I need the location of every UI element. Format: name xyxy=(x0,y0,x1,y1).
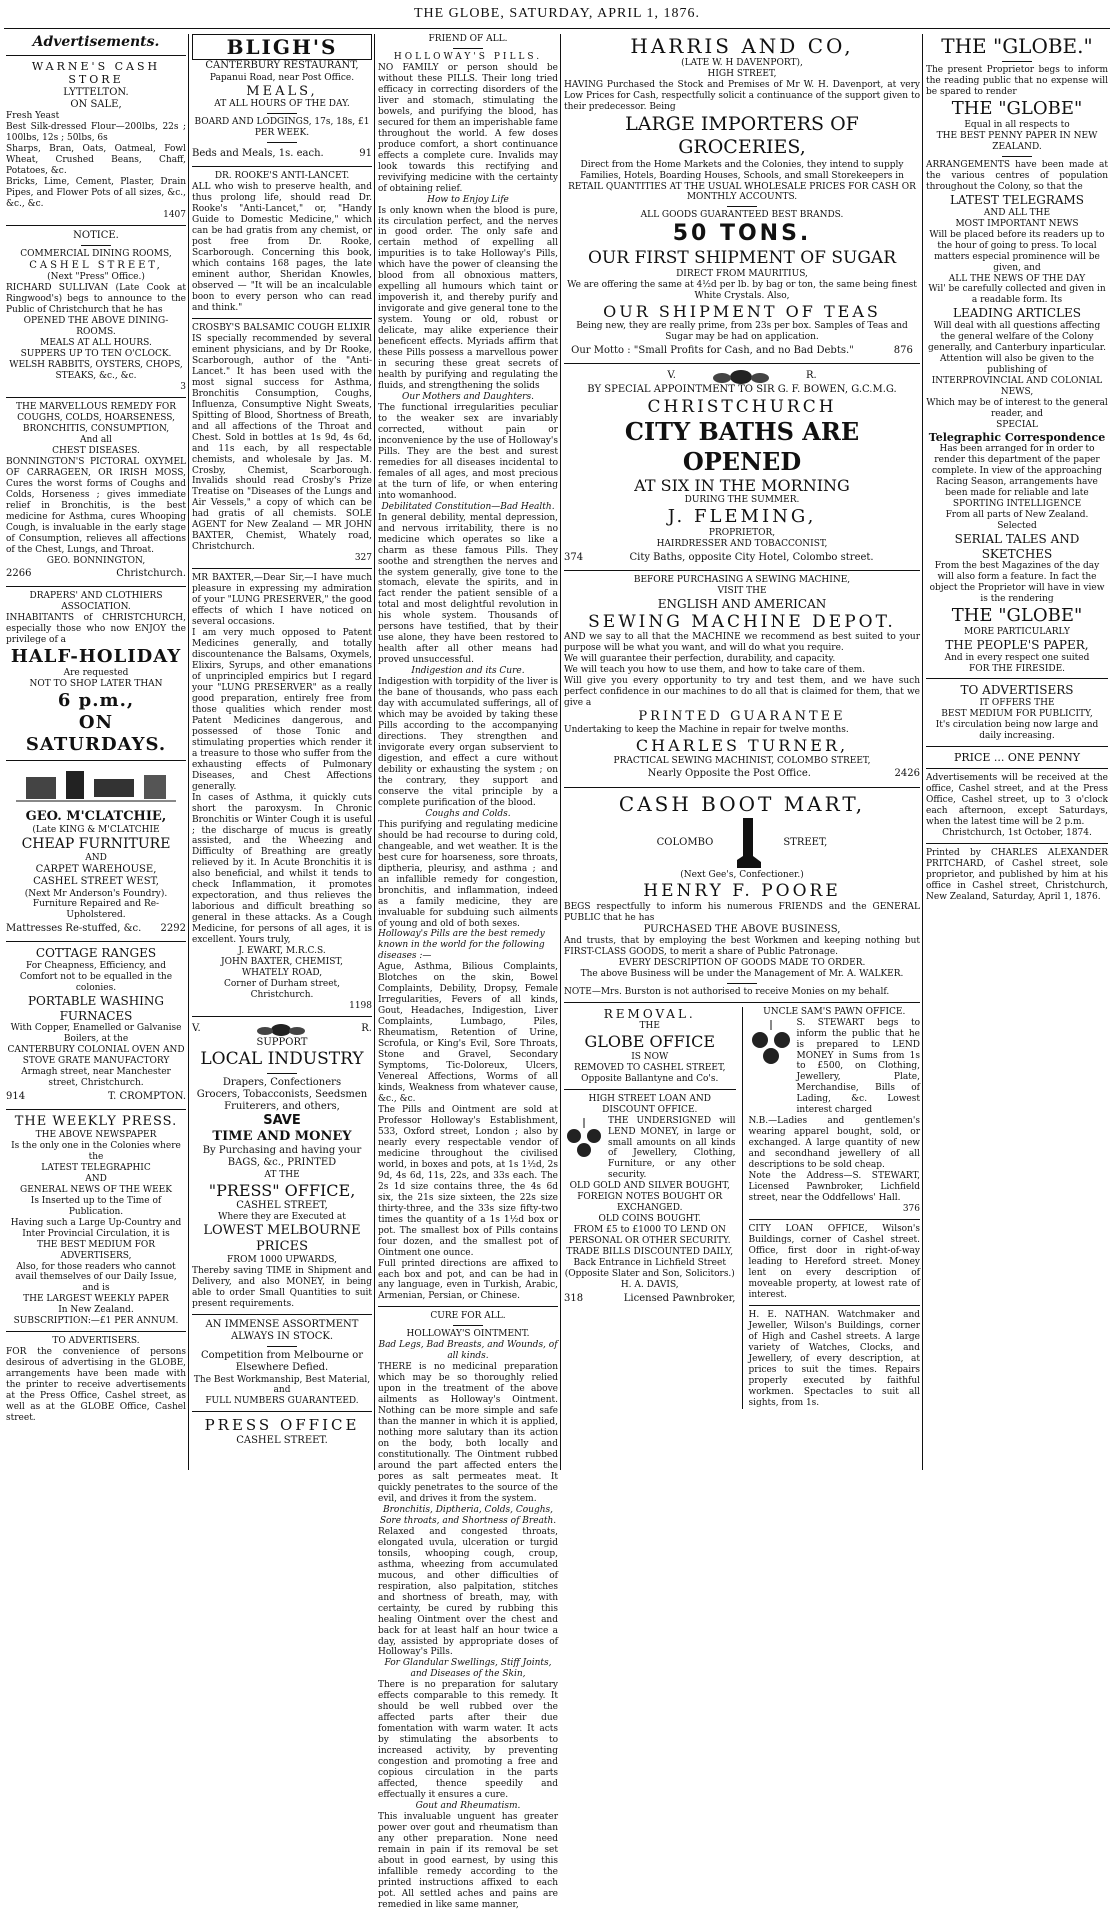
gout: Gout and Rheumatism. xyxy=(415,1801,521,1812)
save: SAVE xyxy=(263,1113,301,1129)
next-gee: (Next Gee's, Confectioner.) xyxy=(680,869,804,880)
before-purchasing: BEFORE PURCHASING A SEWING MACHINE, xyxy=(633,575,851,586)
proprietor-begs: The present Proprietor begs to inform the reading public that no expense will be spared to render xyxy=(926,65,1108,98)
stewart-note: Note the Address—S. STEWART, Licensed Pawnbroker, Lichfield street, near the Oddfellows' Hall. xyxy=(748,1171,920,1204)
to-adv-body: FOR the convenience of persons desirous of advertising in the GLOBE, arrangements have been made with the printer to receive advertisements at the Press Office, Cashel street, as well as at the GLOBE Office, Cashel street. xyxy=(6,1347,186,1424)
baxter-corner: Corner of Durham street, Christchurch. xyxy=(223,979,341,1001)
every-desc: EVERY DESCRIPTION OF GOODS MADE TO ORDER. xyxy=(618,957,866,968)
cdr-meals: MEALS AT ALL HOURS. xyxy=(40,338,152,349)
armagh: Armagh street, near Manchester street, Christchurch. xyxy=(21,1067,171,1089)
note-burston: NOTE—Mrs. Burston is not authorised to receive Monies on my behalf. xyxy=(564,986,890,997)
old-gold: OLD GOLD AND SILVER BOUGHT, FOREIGN NOTES BOUGHT OR EXCHANGED. xyxy=(569,1181,730,1214)
practical: PRACTICAL SEWING MACHINIST, COLOMBO STREET, xyxy=(613,755,871,766)
remedy-sign: GEO. BONNINGTON, xyxy=(46,555,146,566)
cash-boot: CASH BOOT MART, xyxy=(618,791,866,816)
column-3 xyxy=(378,34,558,1910)
warne-num: 1407 xyxy=(163,209,186,220)
six-pm: 6 p.m., xyxy=(57,690,135,712)
furniture-repaired: Furniture Repaired and Re-Upholstered. xyxy=(32,899,160,921)
grocers: Grocers, Tobacconists, Seedsmen xyxy=(196,1089,368,1101)
high-street: HIGH STREET, xyxy=(707,69,777,80)
pawn-balls-icon xyxy=(749,1018,793,1068)
from-all-parts: From all parts of New Zealand. Selected xyxy=(945,509,1089,531)
telegraphic-corr: Telegraphic Correspondence xyxy=(928,430,1106,444)
oint-body-1: THERE is no medicinal preparation which may be so thoroughly relied upon in the treatment of the above ailments as Holloway's Ointment. Nothing can be more simple and safe than the manner in which it is applied, nothing more salutary than its action on the body, both locally and constitutionally. The Ointment rubbed around the part affected enters the pores as salt permeates meat. It quickly penetrates to the source of the evil, and drives it from the system. xyxy=(378,1362,558,1504)
pills-body-6: This purifying and regulating medicine should be had recourse to during cold, changeable, and wet weather. It is the best cure for hoarseness, sore throats, diptheria, pleurisy, and asthma ; and an infallible remedy for congestion, bronchitis, and inflammation, indeed as a family medicine, they are invaluable for subduing such ailments of young and old of both sexes. xyxy=(378,819,558,929)
on-sale: ON SALE, xyxy=(70,99,122,111)
cdr-num: 3 xyxy=(180,381,186,392)
crompton: T. CROMPTON. xyxy=(107,1090,186,1102)
mattresses: Mattresses Re-stuffed, &c. xyxy=(6,923,142,935)
henry-poore: HENRY F. POORE xyxy=(643,880,841,901)
special: SPECIAL xyxy=(996,419,1038,430)
best-medium: THE BEST MEDIUM FOR ADVERTISERS, xyxy=(36,1239,156,1261)
harris: HARRIS AND CO, xyxy=(630,34,854,58)
best-penny: THE BEST PENNY PAPER IN NEW ZEALAND. xyxy=(936,131,1098,153)
indigestion: Indigestion and its Cure. xyxy=(411,666,525,677)
interprovincial: INTERPROVINCIAL AND COLONIAL NEWS, xyxy=(931,375,1103,397)
baxter-body: MR BAXTER,—Dear Sir,—I have much pleasure in expressing my admiration of your "LUNG PRESERVER," the good effects of which I have noticed on several occasions. I am very much opposed to Patent Medicines generally, and totally discountenance the Balsams, Oxymels, Elixirs, Syrups, and other emanations of unprincipled empirics but I regard your "LUNG PRESERVER" as a really good preparation, entirely free from those qualities which render most Patent Medicines dangerous, and possessed of those Tonic and stimulating properties which render it a treasure to those who suffer from the exhausting effects of Pulmonary Diseases, and Chest Affections generally. In cases of Asthma, it quickly cuts short the paroxysm. In Chronic Bronchitis or Winter Cough it is useful ; the discharge of mucus is greatly assisted, and the Wheezing and Difficulty of Breathing are greatly relieved by it. In Acute Bronchitis it is also beneficial, and whilst it tends to check Inflammation, it promotes expectoration, and thus relieves the laborious and difficult breathing so general in these attacks. As a Cough Medicine, for persons of all ages, it is excellent. Yours truly, xyxy=(192,573,372,946)
printed-by: Printed by CHARLES ALEXANDER PRITCHARD, of Cashel street, sole proprietor, and published by him at his office in Cashel street, Christchurch, New Zealand, Saturday, April 1, 1876. xyxy=(926,848,1108,903)
the-label: THE xyxy=(639,1021,660,1032)
loan-body: THE UNDERSIGNED will LEND MONEY, in large or small amounts on all kinds of Jewellery, Clothing, Furniture, or any other security. xyxy=(608,1115,736,1181)
v-letter: V. xyxy=(192,1022,201,1034)
remedy-title: THE MARVELLOUS REMEDY FOR COUGHS, COLDS, HOARSENESS, BRONCHITIS, CONSUMPTION, xyxy=(15,401,176,434)
poore-body: BEGS respectfully to inform his numerous FRIENDS and the GENERAL PUBLIC that he has xyxy=(564,901,920,923)
column-divider xyxy=(188,34,189,1470)
hairdresser: HAIRDRESSER AND TOBACCONIST, xyxy=(656,539,828,550)
will-be-placed: Will be placed before its readers up to the hour of going to press. To local matters especial prominence will be given, and xyxy=(929,229,1105,273)
portable-body: With Copper, Enamelled or Galvanise Boilers, at the xyxy=(10,1023,182,1045)
competition: Competition from Melbourne or Elsewhere Defied. xyxy=(200,1350,364,1374)
adverts-received: Advertisements will be received at the office, Cashel street, and at the Press Office, Cashel street, up to 3 o'clock each afternoon, except Saturdays, when the latest time will be 2 p.m. xyxy=(926,773,1108,828)
mclatchie: GEO. M'CLATCHIE, xyxy=(25,809,167,825)
retail: RETAIL QUANTITIES AT THE USUAL WHOLESALE PRICES FOR CASH OR MONTHLY ACCOUNTS. xyxy=(568,181,916,203)
notice: NOTICE. xyxy=(73,229,119,241)
high-street-loan: HIGH STREET LOAN AND DISCOUNT OFFICE. xyxy=(588,1093,711,1115)
where-executed: Where they are Executed at xyxy=(218,1212,346,1223)
has-been-arranged: Has been arranged for in order to render this department of the paper complete. In view of the approaching Racing Season, arrangements have been made for reliable and late xyxy=(931,444,1103,498)
it-offers: IT OFFERS THE xyxy=(979,698,1055,709)
price: PRICE ... ONE PENNY xyxy=(953,750,1081,764)
for-fireside: FOR THE FIRESIDE. xyxy=(968,663,1066,674)
from-1000: FROM 1000 UPWARDS, xyxy=(227,1254,337,1265)
warne-sub: LYTTELTON. xyxy=(63,86,129,98)
drapers: Drapers, Confectioners xyxy=(222,1076,342,1088)
sewing-body-2: We will guarantee their perfection, durability, and capacity. xyxy=(564,654,836,665)
the-globe-2: THE "GLOBE" xyxy=(951,98,1083,120)
pills-body-5: Indigestion with torpidity of the liver is the bane of thousands, who pass each day with accumulated sufferings, all of which may be avoided by taking these Pills according to the accompanying directions. They strengthen and invigorate every organ subservient to digestion, and effect a cure without debility or exhausting the system ; on the contrary, they support and conserve the vital principle by a complete purification of the blood. xyxy=(378,677,558,808)
equal: Equal in all respects to xyxy=(964,120,1070,131)
cdr-next: (Next "Press" Office.) xyxy=(47,272,145,283)
all-goods: ALL GOODS GUARANTEED BEST BRANDS. xyxy=(640,210,844,221)
uncle-sam-block xyxy=(749,1007,921,1409)
christchurch: CHRISTCHURCH xyxy=(647,396,837,417)
immense: AN IMMENSE ASSORTMENT xyxy=(205,1318,359,1330)
warne-title: WARNE'S CASH STORE xyxy=(31,60,161,87)
the-globe-3: THE "GLOBE" xyxy=(951,605,1083,626)
christchurch-date: Christchurch, 1st October, 1874. xyxy=(942,828,1092,839)
at-six: AT SIX IN THE MORNING xyxy=(634,475,850,495)
trade-bills: TRADE BILLS DISCOUNTED DAILY, xyxy=(566,1247,734,1258)
serial-tales: SERIAL TALES AND SKETCHES xyxy=(954,531,1080,561)
arrangements: ARRANGEMENTS have been made at the various centres of population throughout the Colony, so that the xyxy=(926,160,1108,193)
globe-office: GLOBE OFFICE xyxy=(584,1032,716,1052)
pills-body-4: In general debility, mental depression, and nervous irritability, there is no medicine which operates so like a charm as these famous Pills. They soothe and strengthen the nerves and the system generally, give tone to the stomach, elevate the spirits, and in fact render the patient sensible of a total and most delightful revolution in his whole system. Thousands of persons have testified, that by their use alone, they have been restored to health after all other means had proved unsuccessful. xyxy=(378,512,558,666)
being-new: Being new, they are really prime, from 23s per box. Samples of Teas and Sugar may be had on application. xyxy=(576,321,908,343)
v-letter-2: V. xyxy=(667,370,676,382)
all-hours: AT ALL HOURS OF THE DAY. xyxy=(214,99,350,110)
cashel: CASHEL STREET, xyxy=(236,1200,328,1212)
remedy-and: And all xyxy=(79,434,113,445)
workmanship: The Best Workmanship, Best Material, and xyxy=(193,1374,371,1396)
nb-ladies: N.B.—Ladies and gentlemen's wearing apparel bought, sold, or exchanged. A large quantity of new and secondhand jewellery of all descriptions to be sold cheap. xyxy=(748,1116,920,1171)
column-2 xyxy=(192,34,372,1470)
in-nz: In New Zealand. xyxy=(58,1305,134,1316)
crosby-num: 327 xyxy=(354,553,372,564)
coughs: Coughs and Colds. xyxy=(425,808,511,819)
teas: OUR SHIPMENT OF TEAS xyxy=(603,301,881,321)
fleming-num: 374 xyxy=(564,552,584,564)
cottage-ranges: COTTAGE RANGES xyxy=(35,946,157,961)
removed: REMOVED TO CASHEL STREET, xyxy=(573,1062,726,1073)
not-shop: NOT TO SHOP LATER THAN xyxy=(29,679,163,690)
bronchitis: Bronchitis, Diptheria, Colds, Coughs, Sore throats, and Shortness of Breath. xyxy=(379,1504,557,1526)
opposite-ballantyne: Opposite Ballantyne and Co's. xyxy=(581,1073,719,1084)
more-particularly: MORE PARTICULARLY xyxy=(964,626,1070,637)
papanui: Papanui Road, near Post Office. xyxy=(209,72,355,83)
to-advertisers: TO ADVERTISERS. xyxy=(52,1336,140,1347)
and-all: AND ALL THE xyxy=(983,207,1051,218)
cdr-body: RICHARD SULLIVAN (Late Cook at Ringwood's) begs to announce to the Public of Christchurch that he has xyxy=(6,283,186,316)
baxter-sign: J. EWART, M.R.C.S. xyxy=(238,946,326,957)
direct-from: Direct from the Home Markets and the Colonies, they intend to supply Families, Hotels, Boarding Houses, Schools, and small Storekeepers in xyxy=(580,159,904,181)
offering: We are offering the same at 4½d per lb. by bag or ton, the same being finest White Crystals. Also, xyxy=(567,279,917,301)
beds: Beds and Meals, 1s. each. xyxy=(192,148,324,160)
the-globe: THE "GLOBE." xyxy=(941,34,1093,58)
furniture-engraving-icon xyxy=(6,765,186,805)
press-office: "PRESS" OFFICE, xyxy=(208,1180,356,1200)
to-advertisers-2: TO ADVERTISERS xyxy=(960,683,1074,698)
mothers: Our Mothers and Daughters. xyxy=(402,392,534,402)
always: ALWAYS IN STOCK. xyxy=(230,1330,334,1342)
and-1: AND xyxy=(85,853,107,864)
leading-articles: LEADING ARTICLES xyxy=(952,306,1082,321)
at-the: AT THE xyxy=(264,1169,300,1180)
on-saturdays: ON SATURDAYS. xyxy=(25,712,167,756)
column-4 xyxy=(564,34,920,1470)
cdr-suppers: SUPPERS UP TO TEN O'CLOCK. xyxy=(20,349,172,360)
only-one: Is the only one in the Colonies where the xyxy=(11,1140,181,1162)
removal-block xyxy=(564,1007,736,1409)
sewing-body-4: Will give you every opportunity to try and test them, and we have such perfect confidence in our machines to do all that is claimed for them, that we give a xyxy=(564,676,920,709)
full-numbers: FULL NUMBERS GUARANTEED. xyxy=(205,1396,359,1407)
is-now: IS NOW xyxy=(631,1051,669,1062)
best-medium-2: BEST MEDIUM FOR PUBLICITY, xyxy=(941,709,1093,720)
blighs: BLIGH'S xyxy=(192,34,372,60)
stewart-num: 376 xyxy=(902,1204,920,1215)
oint-body-2: Relaxed and congested throats, elongated uvula, ulceration or turgid tonsils, whooping cough, croup, asthma, wheezing from accumulated mucous, and other difficulties of respiration, also palpitation, stitches and shortness of breath, may, with certainty, be cured by rubbing this healing Ointment over the chest and back for at least half an hour twice a day, assisted by appropriate doses of Holloway's Pills. xyxy=(378,1526,558,1658)
cdr-street: CASHEL STREET, xyxy=(29,260,163,272)
peoples-paper: THE PEOPLE'S PAPER, xyxy=(945,637,1089,652)
cashel-2: CASHEL STREET. xyxy=(236,1434,328,1446)
baxter-chemist: JOHN BAXTER, CHEMIST, xyxy=(221,957,343,968)
pills-body-2: Is only known when the blood is pure, its circulation perfect, and the nerves in good order. The only safe and certain method of expelling all impurities is to take Holloway's Pills, which have the power of cleansing the blood from all obnoxious matters, expelling all humours which taint or impoverish it, and thereby purify and invigorate and give general tone to the system. Young or old, robust or delicate, may alike experience their beneficent effects. Myriads affirm that these Pills possess a marvellous power in securing these great secrets of health by purifying and regulating the fluids, and strengthening the solids xyxy=(378,205,558,392)
turner-num: 2426 xyxy=(894,768,920,780)
motto-num: 876 xyxy=(893,345,913,357)
baxter-num: 1198 xyxy=(349,1001,372,1011)
fruiterers: Fruiterers, and others, xyxy=(224,1101,340,1113)
its-circulation: It's circulation being now large and daily increasing. xyxy=(935,720,1099,742)
and-in-every: And in every respect one suited xyxy=(944,652,1090,663)
largest-weekly: THE LARGEST WEEKLY PAPER xyxy=(23,1294,169,1305)
and-2: AND xyxy=(85,1173,107,1184)
most-important: MOST IMPORTANT NEWS xyxy=(955,218,1079,229)
sporting: SPORTING INTELLIGENCE xyxy=(952,498,1082,509)
rooke-title: DR. ROOKE'S ANTI-LANCET. xyxy=(214,171,350,182)
management: The above Business will be under the Management of Mr. A. WALKER. xyxy=(580,968,904,979)
remedy-place: Christchurch. xyxy=(116,568,186,580)
meals: MEALS, xyxy=(246,83,318,99)
lowest: LOWEST MELBOURNE PRICES xyxy=(203,1223,361,1255)
direct-mauritius: DIRECT FROM MAURITIUS, xyxy=(676,268,808,279)
half-holiday: HALF-HOLIDAY xyxy=(10,646,182,668)
crompton-num: 914 xyxy=(6,1090,26,1102)
charles-turner: CHARLES TURNER, xyxy=(635,736,849,756)
canterbury-oven: CANTERBURY COLONIAL OVEN AND STOVE GRATE MANUFACTORY xyxy=(7,1045,185,1067)
remedy-num: 2266 xyxy=(6,568,32,580)
having-large: Having such a Large Up-Country and Inter Provincial Circulation, it is xyxy=(10,1217,182,1239)
warne-body: Fresh Yeast Best Silk-dressed Flour—200lbs, 22s ; 100lbs, 12s ; 50lbs, 6s Sharps, Bran, Oats, Oatmeal, Fowl Wheat, Crushed Beans, Chaff, Potatoes, &c. Bricks, Lime, Cement, Plaster, Drain Pipes, and Flower Pots of all sizes, &c., &c., &c. xyxy=(6,111,186,210)
will-deal: Will deal with all questions affecting the general welfare of the Colony generally, and Canterbury inparticular. Attention will also be given to the publishing of xyxy=(928,321,1106,375)
support: SUPPORT xyxy=(256,1036,308,1048)
cashel-west: CASHEL STREET WEST, xyxy=(33,876,159,888)
street-label: STREET, xyxy=(783,836,828,848)
carpet: CARPET WAREHOUSE, xyxy=(35,864,157,876)
oint-body-3: There is no preparation for salutary effects comparable to this remedy. It should be well rubbed over the affected parts after their due fomentation with warm water. It acts by stimulating the absorbents to increased activity, by preventing congestion and promoting a free and copious circulation in the parts affected, thence speedily and effectually it ensures a cure. xyxy=(378,1680,558,1801)
sewing-body-1: AND we say to all that the MACHINE we recommend as best suited to your purpose will be what you want, and will do what you require. xyxy=(564,632,920,654)
cdr-title: COMMERCIAL DINING ROOMS, xyxy=(20,249,172,260)
cure-for-all: CURE FOR ALL. xyxy=(430,1311,506,1322)
from-best: From the best Magazines of the day will also form a feature. In fact the object the Proprietor will have in view is the rendering xyxy=(929,561,1105,605)
ointment: HOLLOWAY'S OINTMENT. xyxy=(406,1329,530,1340)
cottage-body: For Cheapness, Efficiency, and Comfort not to be equalled in the colonies. xyxy=(19,961,173,993)
motto: Our Motto : "Small Profits for Cash, and no Bad Debts." xyxy=(571,345,854,357)
nathan: H. E. NATHAN. Watchmaker and Jeweller, Wilson's Buildings, corner of High and Cashel streets. A large variety of Watches, Clocks, and Jewellery, of every description, at prices to suit the times. Repairs properly executed by faithful workmen. Spectacles to suit all sights, from 1s. xyxy=(748,1309,920,1408)
sewing-depot: SEWING MACHINE DEPOT. xyxy=(588,611,896,632)
back-entrance: Back Entrance in Lichfield Street (Opposite Slater and Son, Solicitors.) xyxy=(564,1258,735,1280)
all-news: ALL THE NEWS OF THE DAY xyxy=(948,273,1086,284)
latest-telegrams: LATEST TELEGRAMS xyxy=(949,193,1085,208)
special-appt: BY SPECIAL APPOINTMENT TO SIR G. F. BOWEN, G.C.M.G. xyxy=(587,384,897,396)
holloways-pills: HOLLOWAY'S PILLS. xyxy=(393,51,543,62)
friend: FRIEND OF ALL. xyxy=(428,34,508,44)
and-trusts: And trusts, that by employing the best Workmen and keeping nothing but FIRST-CLASS GOODS, to merit a share of Public Patronage. xyxy=(564,935,920,957)
press-office-2: PRESS OFFICE xyxy=(204,1416,360,1435)
baxter-road: WHATELY ROAD, xyxy=(241,968,323,979)
diseases: Ague, Asthma, Bilious Complaints, Blotches on the skin, Bowel Complaints, Debility, Dropsy, Female Irregularities, Fevers of all kinds, Gout, Headaches, Indigestion, Liver Complaints, Lumbago, Piles, Rheumatism, Retention of Urine, Scrofula, or King's Evil, Sore Throats, Stone and Gravel, Secondary Symptoms, Tic-Doloreux, Ulcers, Venereal Affections, Worms of all kinds, Weakness from whatever cause, &c., &c. xyxy=(378,962,558,1104)
masthead: THE GLOBE, SATURDAY, APRIL 1, 1876. xyxy=(413,6,701,21)
oint-body-4: This invaluable unguent has greater power over gout and rheumatism than any other preparation. None need remain in pain if its removal be set about in good earnest, by using this infallible remedy according to the printed instructions affixed to each pot. All settled aches and pains are remedied in like same manner, xyxy=(378,1812,558,1910)
local-industry: LOCAL INDUSTRY xyxy=(200,1049,364,1070)
column-5 xyxy=(926,34,1108,1470)
pills-directions: Full printed directions are affixed to each box and pot, and can be had in any language, even in Turkish, Arabic, Armenian, Persian, or Chinese. xyxy=(378,1258,558,1302)
next-anderson: (Next Mr Anderson's Foundry). xyxy=(24,888,168,899)
crosby-title: CROSBY'S BALSAMIC COUGH ELIXIR xyxy=(192,322,370,333)
city-loan: CITY LOAN OFFICE, Wilson's Buildings, corner of Cashel street. Office, first door in right-of-way leading to Hereford street. Money lent on every description of moveable property, at lowest rate of interest. xyxy=(748,1224,920,1300)
removal: REMOVAL. xyxy=(603,1006,696,1021)
remedy-body: BONNINGTON'S PICTORAL OXYMEL OF CARRAGEEN, OR IRISH MOSS, Cures the worst forms of Coughs and Colds, Horseness ; gives immediate relief in Bronchitis, is the best medicine for Asthma, cures Whooping Cough, is invaluable in the early stage of Consumption, relieves all affections of the Chest, Lungs, and Throat. xyxy=(6,456,186,555)
first-shipment: OUR FIRST SHIPMENT OF SUGAR xyxy=(588,248,896,269)
will-be-carefully: Wil' be carefully collected and given in a readable form. Its xyxy=(928,284,1106,306)
column-divider xyxy=(374,34,375,1470)
purchased: PURCHASED THE ABOVE BUSINESS, xyxy=(643,923,841,935)
cdr-opened: OPENED THE ABOVE DINING-ROOMS. xyxy=(23,316,169,338)
bad-legs: Bad Legs, Bad Breasts, and Wounds, of all kinds. xyxy=(378,1340,558,1362)
advertisements-heading: Advertisements. xyxy=(32,34,160,50)
davis-num: 318 xyxy=(564,1292,584,1304)
during-summer: DURING THE SUMMER. xyxy=(684,495,800,506)
fleming: J. FLEMING, xyxy=(667,506,817,528)
city-baths-addr: City Baths, opposite City Hotel, Colombo street. xyxy=(629,552,874,564)
r-letter-2: R. xyxy=(805,370,817,382)
english-american: ENGLISH AND AMERICAN xyxy=(657,597,827,612)
thereby: Thereby saving TIME in Shipment and Delivery, and also MONEY, in being able to order Small Quantities to suit present requirements. xyxy=(192,1265,372,1309)
mattresses-num: 2292 xyxy=(160,923,186,935)
also-readers: Also, for those readers who cannot avail themselves of our Daily Issue, and is xyxy=(15,1261,177,1294)
fifty-tons: 50 TONS. xyxy=(672,221,812,247)
large-importers: LARGE IMPORTERS OF GROCERIES, xyxy=(625,113,859,159)
old-coins: OLD COINS BOUGHT. xyxy=(598,1214,701,1225)
general-news: GENERAL NEWS OF THE WEEK xyxy=(20,1184,172,1195)
stewart-body: S. STEWART begs to inform the public that he is prepared to LEND MONEY in Sums from 1s to £500, on Clothing, Jewellery, Plate, Merchandise, Bills of Lading, &c. Lowest interest charged xyxy=(796,1017,920,1116)
crosby-body: IS specially recommended by several eminent physicians, and by Dr Rooke, Scarborough, author of the "Anti-Lancet." It has been used with the most signal success for Asthma, Bronchitis Consumption, Coughs, Influenza, Consumptive Night Sweats, Spitting of Blood, Shortness of Breath, and all affections of the Throat and Chest. Sold in bottles at 1s 9d, 4s 6d, and 11s each, by all respectable chemists, and wholesale by Jas. M. Crosby, Chemist, Scarborough. Invalids should read Crosby's Prize Treatise on "Diseases of the Lungs and Air Vessels," a copy of which can be had gratis of all chemists. SOLE AGENT for New Zealand — MR JOHN BAXTER, Chemist, Whately road, Christchurch. xyxy=(192,333,372,553)
time-money: TIME AND MONEY xyxy=(212,1129,352,1145)
beds-num: 91 xyxy=(359,148,372,160)
r-letter: R. xyxy=(361,1022,372,1034)
are-requested: Are requested xyxy=(63,668,129,679)
weekly-press: THE WEEKLY PRESS. xyxy=(14,1114,178,1130)
printed-guarantee: PRINTED GUARANTEE xyxy=(638,709,846,725)
by-purchasing: By Purchasing and having your xyxy=(202,1145,362,1157)
from-5: FROM £5 to £1000 TO LEND ON PERSONAL OR OTHER SECURITY. xyxy=(568,1225,731,1247)
column-divider xyxy=(560,34,561,1470)
davis: H. A. DAVIS, xyxy=(620,1280,679,1291)
glandular: For Glandular Swellings, Stiff Joints, and Diseases of the Skin, xyxy=(384,1658,552,1680)
royal-arms-icon xyxy=(706,367,776,385)
canterbury-rest: CANTERBURY RESTAURANT, xyxy=(205,60,359,72)
boot-icon xyxy=(733,816,763,870)
above-newspaper: THE ABOVE NEWSPAPER xyxy=(35,1129,157,1140)
uncle-sam: UNCLE SAM'S PAWN OFFICE. xyxy=(763,1006,906,1017)
sewing-body-3: We will teach you how to use them, and how to take care of them. xyxy=(564,665,866,676)
pills-body-3: The functional irregularities peculiar to the weaker sex are invariably corrected, without pain or inconvenience by the use of Holloway's Pills. They are the best and surest remedies for all diseases incidental to females of all ages, and most precious at the turn of life, or when entering into womanhood. xyxy=(378,402,558,501)
harris-late: (LATE W. H DAVENPORT), xyxy=(681,58,803,69)
bags: BAGS, &c., PRINTED xyxy=(227,1157,337,1169)
debilitated: Debilitated Constitution—Bad Health. xyxy=(381,501,555,512)
top-rule xyxy=(4,28,1110,29)
portable: PORTABLE WASHING FURNACES xyxy=(27,993,165,1023)
drapers-title: DRAPERS' AND CLOTHIERS ASSOCIATION. xyxy=(29,591,163,613)
inserted: Is Inserted up to the Time of Publication. xyxy=(30,1195,162,1217)
cdr-welsh: WELSH RABBITS, OYSTERS, CHOPS, STEAKS, &c., &c. xyxy=(9,360,183,382)
harris-body: HAVING Purchased the Stock and Premises of Mr W. H. Davenport, at very Low Prices for Cash, respectfully solicit a continuance of the support given to their predecessor. Being xyxy=(564,80,920,113)
pills-sold: The Pills and Ointment are sold at Professor Holloway's Establishment, 533, Oxford street, London ; also by nearly every respectable vendor of medicine throughout the civilised world, in boxes and pots, at 1s 1½d, 2s 9d, 4s 6d, 11s, 22s, and 33s each. The 2s 1d size contains three, the 4s 6d six, the 21s size sixteen, the 22s size thirty-three, and the 33s size fifty-two times the quantity of a 1s 1½d box or pot. The smallest box of Pills contains four dozen, and the smallest pot of Ointment one ounce. xyxy=(378,1104,558,1258)
which-may: Which may be of interest to the general reader, and xyxy=(926,397,1108,419)
nearly-opposite: Nearly Opposite the Post Office. xyxy=(647,768,811,780)
proprietor: PROPRIETOR, xyxy=(708,528,776,539)
royal-arms-icon xyxy=(251,1021,311,1037)
rooke-body: ALL who wish to preserve health, and thus prolong life, should read Dr. Rooke's "Anti-Lancet," or, "Handy Guide to Domestic Medicine," which can be had gratis from any chemist, or post free from Dr. Rooke, Scarborough. Concerning this book, which contains 168 pages, the late eminent author, Sheridan Knowles, observed — "It will be an incalculable boon to every person who can read and think." xyxy=(192,182,372,313)
colombo: COLOMBO xyxy=(656,836,714,848)
column-divider xyxy=(922,34,923,1470)
board: BOARD AND LODGINGS, 17s, 18s, £1 PER WEEK. xyxy=(194,117,370,139)
undertaking: Undertaking to keep the Machine in repair for twelve months. xyxy=(564,725,849,736)
pawn-balls-icon xyxy=(564,1116,604,1160)
pills-body-1: NO FAMILY or person should be without these PILLS. Their long tried efficacy in correcting disorders of the liver and stomach, stimulating the bowels, and purifying the blood, has secured for them an imperishable fame throughout the world. A few doses produce comfort, a short continuance effects a complete cure. Invalids may look towards this rectifying and revivifying medicine with the certainty of obtaining relief. xyxy=(378,62,558,194)
column-1 xyxy=(6,34,186,1470)
subscription: SUBSCRIPTION:—£1 PER ANNUM. xyxy=(13,1316,179,1327)
cheap-furniture: CHEAP FURNITURE xyxy=(21,836,171,853)
city-baths: CITY BATHS ARE OPENED xyxy=(624,417,860,476)
how-to-enjoy: How to Enjoy Life xyxy=(427,194,509,205)
latest-telegraphic: LATEST TELEGRAPHIC xyxy=(41,1162,151,1173)
remedy-chest: CHEST DISEASES. xyxy=(52,445,140,456)
visit-the: VISIT THE xyxy=(717,586,767,597)
licensed: Licensed Pawnbroker, xyxy=(623,1292,736,1304)
best-remedy: Holloway's Pills are the best remedy known in the world for the following diseases :— xyxy=(378,929,545,962)
drapers-body: INHABITANTS of CHRISTCHURCH, especially those who now ENJOY the privilege of a xyxy=(6,613,186,646)
mclatchie-late: (Late KING & M'CLATCHIE xyxy=(32,825,160,836)
